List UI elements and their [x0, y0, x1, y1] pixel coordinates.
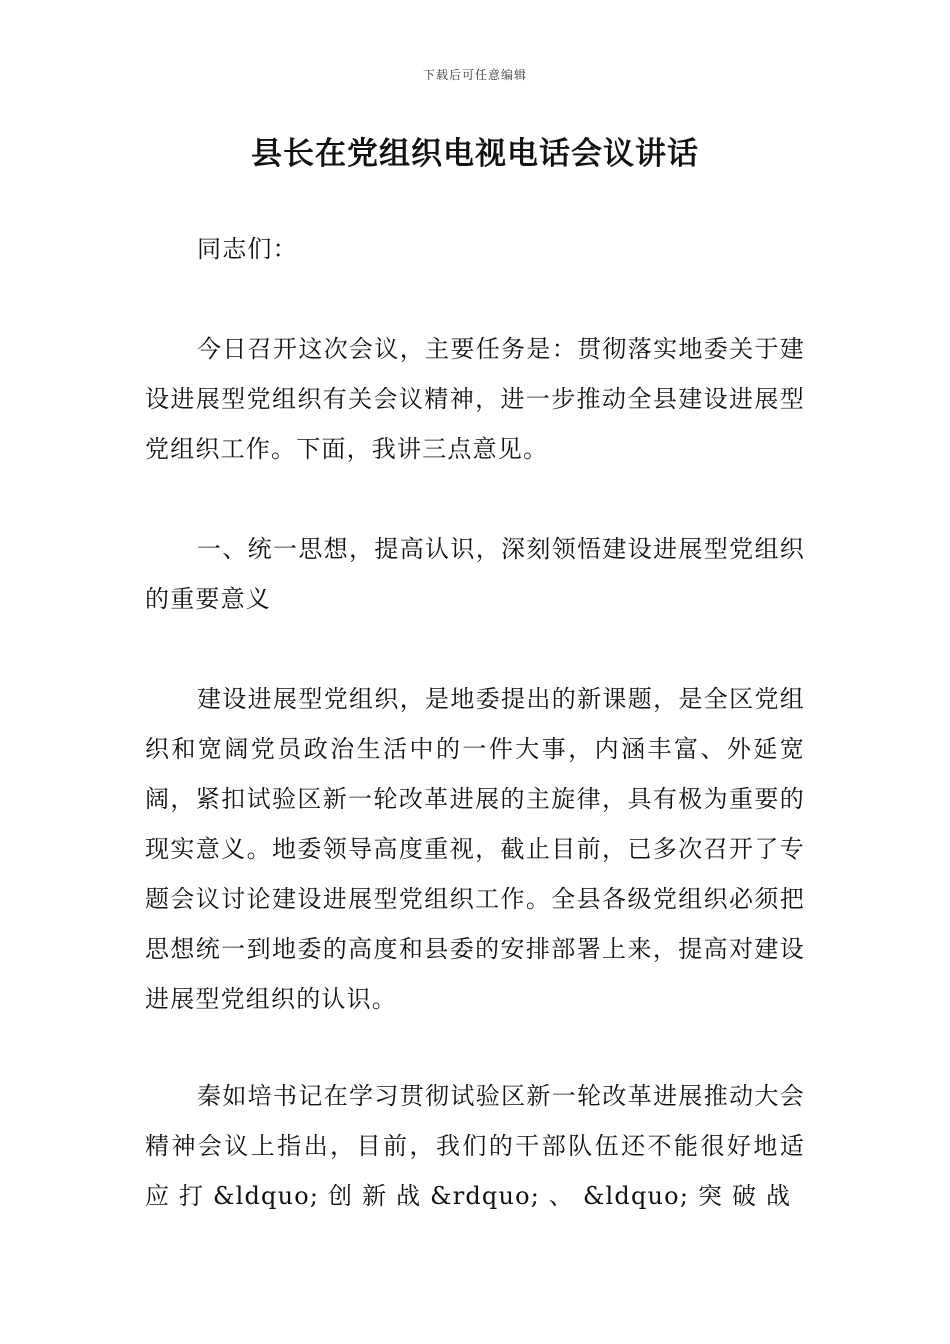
section-heading-1: 一、统一思想，提高认识，深刻领悟建设进展型党组织的重要意义: [145, 535, 805, 613]
paragraph-body-1: 建设进展型党组织，是地委提出的新课题，是全区党组织和宽阔党员政治生活中的一件大事，内涵丰富、外延宽阔，紧扣试验区新一轮改革进展的主旋律，具有极为重要的现实意义。地委领导高度重视，截止目前，已多次召开了专题会议讨论建设进展型党组织工作。全县各级党组织必须把思想统一到地委的高度和县委的安排部署上来，提高对建设进展型党组织的认识。: [145, 685, 805, 1013]
header-note: 下载后可任意编辑: [422, 68, 527, 82]
paragraph-intro: 今日召开这次会议，主要任务是：贯彻落实地委关于建设进展型党组织有关会议精神，进一步推动全县建设进展型党组织工作。下面，我讲三点意见。: [145, 335, 805, 463]
document-title: 县长在党组织电视电话会议讲话: [251, 136, 699, 172]
salutation: 同志们：: [197, 235, 298, 263]
paragraph-body-2: 秦如培书记在学习贯彻试验区新一轮改革进展推动大会精神会议上指出，目前，我们的干部队伍还不能很好地适 应 打 &ldquo; 创 新 战 &rdquo; 、 &ldquo; 突 破 战: [145, 1082, 805, 1210]
